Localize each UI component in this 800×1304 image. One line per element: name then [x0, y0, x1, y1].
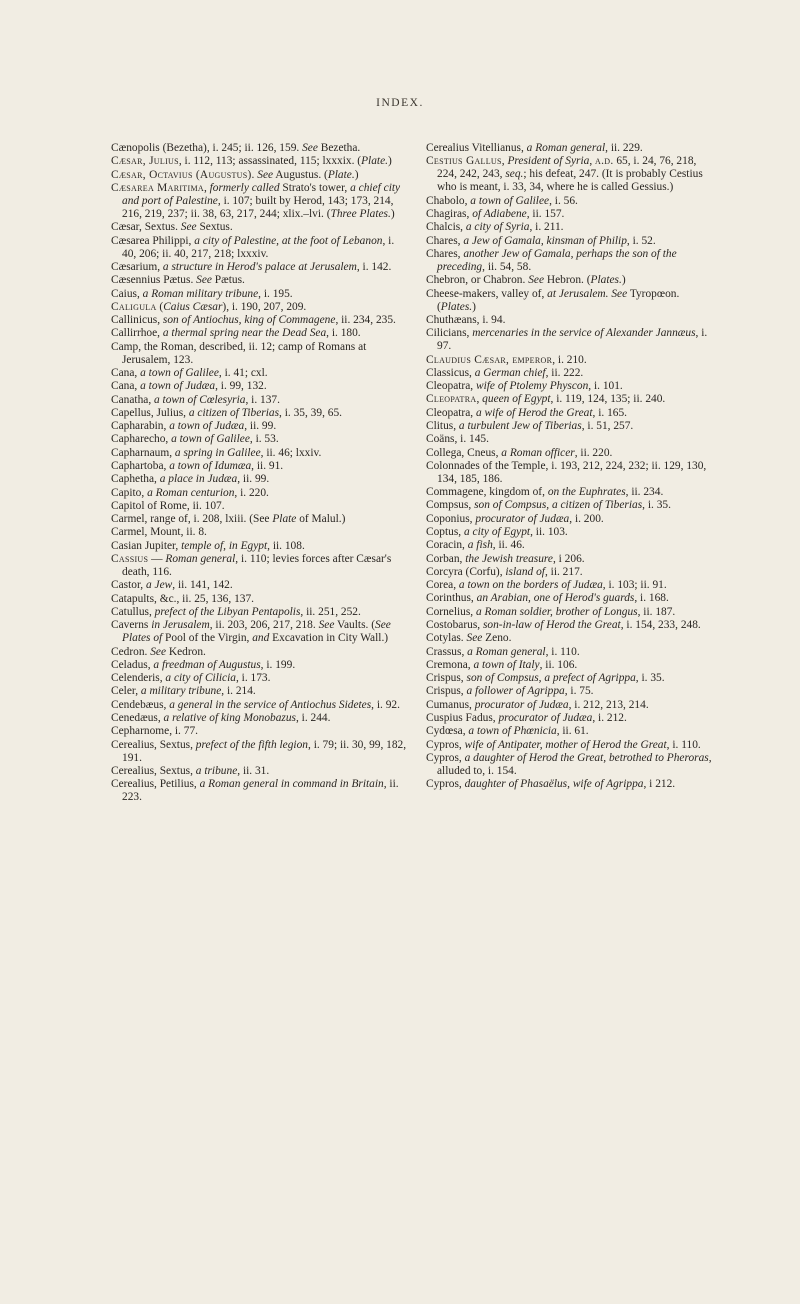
index-entry: Commagene, kingdom of, on the Euphrates, ii. 234.	[426, 486, 664, 499]
index-entry: Cleopatra, wife of Ptolemy Physcon, i. 101.	[426, 380, 623, 393]
index-entry: Caverns in Jerusalem, ii. 203, 206, 217, 218. See Vaults. (See Plates of Pool of the Virgin, and Excavation in City Wall.)	[111, 619, 391, 645]
index-entry: Carmel, range of, i. 208, lxiii. (See Plate of Malul.)	[111, 513, 346, 526]
index-entry: Chabolo, a town of Galilee, i. 56.	[426, 194, 578, 207]
index-entry: Capito, a Roman centurion, i. 220.	[111, 486, 269, 499]
running-head: INDEX.	[376, 97, 424, 109]
index-entry: Chares, a Jew of Gamala, kinsman of Philip, i. 52.	[426, 234, 656, 247]
index-entry: Caligula (Caius Cæsar), i. 190, 207, 209.	[111, 300, 307, 313]
index-entry: Cerealius, Sextus, prefect of the fifth legion, i. 79; ii. 30, 99, 182, 191.	[111, 738, 407, 764]
index-entry: Coäns, i. 145.	[426, 433, 489, 446]
index-entry: Cornelius, a Roman soldier, brother of Longus, ii. 187.	[426, 605, 676, 618]
index-entry: Cæsar, Julius, i. 112, 113; assassinated, 115; lxxxix. (Plate.)	[111, 155, 392, 168]
index-entry: Cydœsa, a town of Phœnicia, ii. 61.	[426, 725, 589, 738]
index-column-right	[426, 142, 718, 791]
index-entry: Corcyra (Corfu), island of, ii. 217.	[426, 565, 583, 578]
index-entry: Cedron. See Kedron.	[111, 645, 206, 658]
index-entry: Cæsarea Philippi, a city of Palestine, at the foot of Lebanon, i. 40, 206; ii. 40, 217, 218; lxxxiv.	[111, 234, 395, 260]
index-entry: Caphetha, a place in Judæa, ii. 99.	[111, 473, 270, 486]
index-entry: Capharecho, a town of Galilee, i. 53.	[111, 433, 279, 446]
index-entry: Cestius Gallus, President of Syria, a.d. 65, i. 24, 76, 218, 224, 242, 243, seq.; his defeat, 247. (It is probably Cestius who is meant, i. 33, 34, where he is called Gessius.)	[426, 155, 703, 194]
index-entry: Chebron, or Chabron. See Hebron. (Plates.)	[426, 274, 626, 287]
index-entry: Cuspius Fadus, procurator of Judæa, i. 212.	[426, 711, 627, 724]
index-entry: Callinicus, son of Antiochus, king of Commagene, ii. 234, 235.	[111, 314, 396, 327]
index-entry: Cumanus, procurator of Judæa, i. 212, 213, 214.	[426, 698, 649, 711]
index-entry: Corban, the Jewish treasure, i 206.	[426, 552, 585, 565]
index-entry: Cerealius Vitellianus, a Roman general, ii. 229.	[426, 142, 643, 154]
index-entry: Chares, another Jew of Gamala, perhaps the son of the preceding, ii. 54, 58.	[426, 247, 677, 273]
index-entry: Callirrhoe, a thermal spring near the Dead Sea, i. 180.	[111, 327, 361, 340]
index-entry: Cenedæus, a relative of king Monobazus, i. 244.	[111, 711, 331, 724]
index-entry: Cæsennius Pætus. See Pætus.	[111, 274, 245, 287]
index-entry: Classicus, a German chief, ii. 222.	[426, 366, 584, 379]
index-entry: Cæsar, Octavius (Augustus). See Augustus. (Plate.)	[111, 168, 359, 181]
index-entry: Crispus, a follower of Agrippa, i. 75.	[426, 685, 594, 698]
index-entry: Coptus, a city of Egypt, ii. 103.	[426, 526, 568, 539]
index-entry: Catapults, &c., ii. 25, 136, 137.	[111, 592, 255, 605]
index-entry: Caphartoba, a town of Idumæa, ii. 91.	[111, 460, 284, 472]
index-entry: Cleopatra, queen of Egypt, i. 119, 124, 135; ii. 240.	[426, 393, 666, 406]
index-entry: Cæsarea Maritima, formerly called Strato's tower, a chief city and port of Palestine, i. 107; built by Herod, 143; 173, 214, 216, 219, 237; ii. 38, 63, 217, 244; xlix.–lvi. (Three Plates.)	[111, 181, 401, 221]
index-entry: Cotylas. See Zeno.	[426, 632, 512, 645]
index-entry: Capharnaum, a spring in Galilee, ii. 46; lxxiv.	[111, 446, 322, 459]
index-entry: Chuthæans, i. 94.	[426, 313, 506, 326]
index-entry: Cerealius, Petilius, a Roman general in command in Britain, ii. 223.	[111, 778, 399, 804]
index-entry: Camp, the Roman, described, ii. 12; camp of Romans at Jerusalem, 123.	[111, 340, 367, 366]
index-entry: Crispus, son of Compsus, a prefect of Agrippa, i. 35.	[426, 672, 665, 685]
index-entry: Carmel, Mount, ii. 8.	[111, 526, 207, 539]
index-entry: Cilicians, mercenaries in the service of Alexander Jannæus, i. 97.	[426, 327, 708, 353]
index-entry: Cana, a town of Galilee, i. 41; cxl.	[111, 367, 268, 380]
index-entry: Castor, a Jew, ii. 141, 142.	[111, 579, 233, 592]
index-entry: Cleopatra, a wife of Herod the Great, i. 165.	[426, 406, 628, 419]
index-entry: Cerealius, Sextus, a tribune, ii. 31.	[111, 764, 270, 777]
index-entry: Capitol of Rome, ii. 107.	[111, 499, 225, 512]
index-entry: Cypros, wife of Antipater, mother of Herod the Great, i. 110.	[426, 738, 701, 751]
index-entry: Cendebæus, a general in the service of Antiochus Sidetes, i. 92.	[111, 698, 400, 711]
index-entry: Cæsarium, a structure in Herod's palace at Jerusalem, i. 142.	[111, 260, 392, 273]
index-entry: Cana, a town of Judæa, i. 99, 132.	[111, 380, 267, 393]
index-entry: Chalcis, a city of Syria, i. 211.	[426, 221, 564, 234]
index-entry: Clitus, a turbulent Jew of Tiberias, i. 51, 257.	[426, 419, 634, 432]
index-entry: Coponius, procurator of Judæa, i. 200.	[426, 512, 604, 525]
index-entry: Claudius Cæsar, emperor, i. 210.	[426, 353, 587, 366]
index-entry: Collega, Cneus, a Roman officer, ii. 220.	[426, 446, 613, 459]
index-entry: Cæsar, Sextus. See Sextus.	[111, 221, 233, 234]
index-entry: Cepharnome, i. 77.	[111, 725, 198, 738]
index-entry: Cænopolis (Bezetha), i. 245; ii. 126, 159. See Bezetha.	[111, 142, 361, 154]
index-entry: Cremona, a town of Italy, ii. 106.	[426, 658, 578, 671]
index-entry: Chagiras, of Adiabene, ii. 157.	[426, 208, 565, 221]
index-entry: Corinthus, an Arabian, one of Herod's guards, i. 168.	[426, 592, 669, 605]
index-column-left	[111, 142, 409, 805]
index-entry: Corea, a town on the borders of Judæa, i. 103; ii. 91.	[426, 579, 667, 592]
index-entry: Cypros, a daughter of Herod the Great, betrothed to Pheroras, alluded to, i. 154.	[426, 751, 712, 777]
index-entry: Caius, a Roman military tribune, i. 195.	[111, 287, 293, 300]
index-entry: Crassus, a Roman general, i. 110.	[426, 645, 580, 658]
index-entry: Coracin, a fish, ii. 46.	[426, 539, 525, 552]
index-entry: Catullus, prefect of the Libyan Pentapolis, ii. 251, 252.	[111, 605, 361, 618]
index-entry: Celenderis, a city of Cilicia, i. 173.	[111, 672, 271, 685]
index-entry: Compsus, son of Compsus, a citizen of Tiberias, i. 35.	[426, 499, 671, 512]
index-entry: Capellus, Julius, a citizen of Tiberias, i. 35, 39, 65.	[111, 406, 342, 419]
index-entry: Costobarus, son-in-law of Herod the Great, i. 154, 233, 248.	[426, 619, 701, 631]
index-entry: Capharabin, a town of Judæa, ii. 99.	[111, 420, 277, 433]
index-entry: Celer, a military tribune, i. 214.	[111, 685, 256, 698]
index-entry: Cassius — Roman general, i. 110; levies forces after Cæsar's death, 116.	[111, 552, 392, 579]
index-entry: Celadus, a freedman of Augustus, i. 199.	[111, 658, 296, 671]
index-entry: Cypros, daughter of Phasaëlus, wife of Agrippa, i 212.	[426, 778, 676, 791]
index-entry: Casian Jupiter, temple of, in Egypt, ii. 108.	[111, 539, 305, 552]
index-entry: Cheese-makers, valley of, at Jerusalem. See Tyropœon. (Plates.)	[426, 287, 680, 313]
index-entry: Canatha, a town of Cœlesyria, i. 137.	[111, 393, 280, 406]
index-entry: Colonnades of the Temple, i. 193, 212, 224, 232; ii. 129, 130, 134, 185, 186.	[426, 459, 707, 485]
